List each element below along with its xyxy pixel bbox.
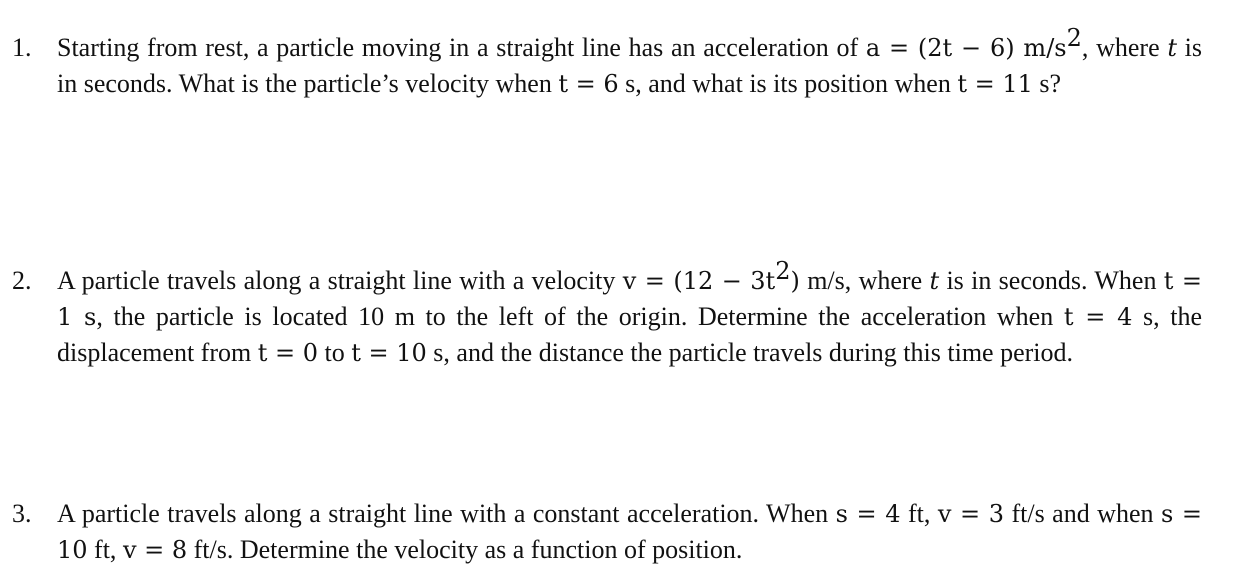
math-expression: s = 10 [57,500,1202,564]
math-expression: t = 6 [558,70,619,98]
math-expression: t = 4 [1063,303,1133,331]
problem-number: 1. [12,33,32,62]
math-expression: v = 8 [122,536,188,564]
problem-text-run: , the particle is located 10 m to the left of the origin. Determine the acceleration when [96,302,1064,331]
problem-text [57,257,1202,371]
problem-text-run: s, the displacement from [57,302,1202,367]
problem-text-run: to [318,338,352,367]
math-expression: a = (2t − 6) m/s [865,34,1067,62]
problem-text-run: ft, [87,535,123,564]
problem-text-run: is in seconds. What is the particle’s velocity when [57,33,1203,98]
problem-text-run: s, and the distance the particle travels during this time period. [426,338,1074,367]
problem-text-run: is in seconds. When [939,266,1164,295]
problem-text-run: ft, [900,499,938,528]
problem-text-run: ft/s. Determine the velocity as a function of position. [187,535,743,564]
math-variable: t [929,267,940,295]
math-expression: s = 4 [835,500,901,528]
problem-text-run: , where [1081,33,1168,62]
math-expression: ) [790,267,800,295]
problem-2 [12,257,1202,371]
problem-text-run: m/s, where [799,266,930,295]
problem-text-run: A particle travels along a straight line with a velocity [57,266,623,295]
problem-number: 2. [12,266,32,295]
problem-text-run: s, and what is its position when [618,69,958,98]
math-expression: t = 1 s [57,267,1202,331]
math-expression: v = 3 [937,500,1004,528]
problem-3 [12,496,1202,568]
math-expression: t = 11 [957,70,1033,98]
math-expression: t = 0 [257,339,318,367]
problem-number: 3. [12,499,32,528]
problem-text-run: Starting from rest, a particle moving in a straight line has an acceleration of [57,33,866,62]
problem-text-run: A particle travels along a straight line with a constant acceleration. When [57,499,836,528]
problem-text [57,24,1203,102]
math-expression: v = (12 − 3t [622,267,776,295]
problem-text [57,496,1202,568]
math-superscript: 2 [775,257,791,285]
problem-text-run: s? [1032,69,1062,98]
math-superscript: 2 [1066,24,1082,52]
math-variable: t [1167,34,1177,62]
problem-1 [12,24,1203,102]
math-expression: t = 10 [351,339,427,367]
problem-text-run: ft/s and when [1004,499,1161,528]
